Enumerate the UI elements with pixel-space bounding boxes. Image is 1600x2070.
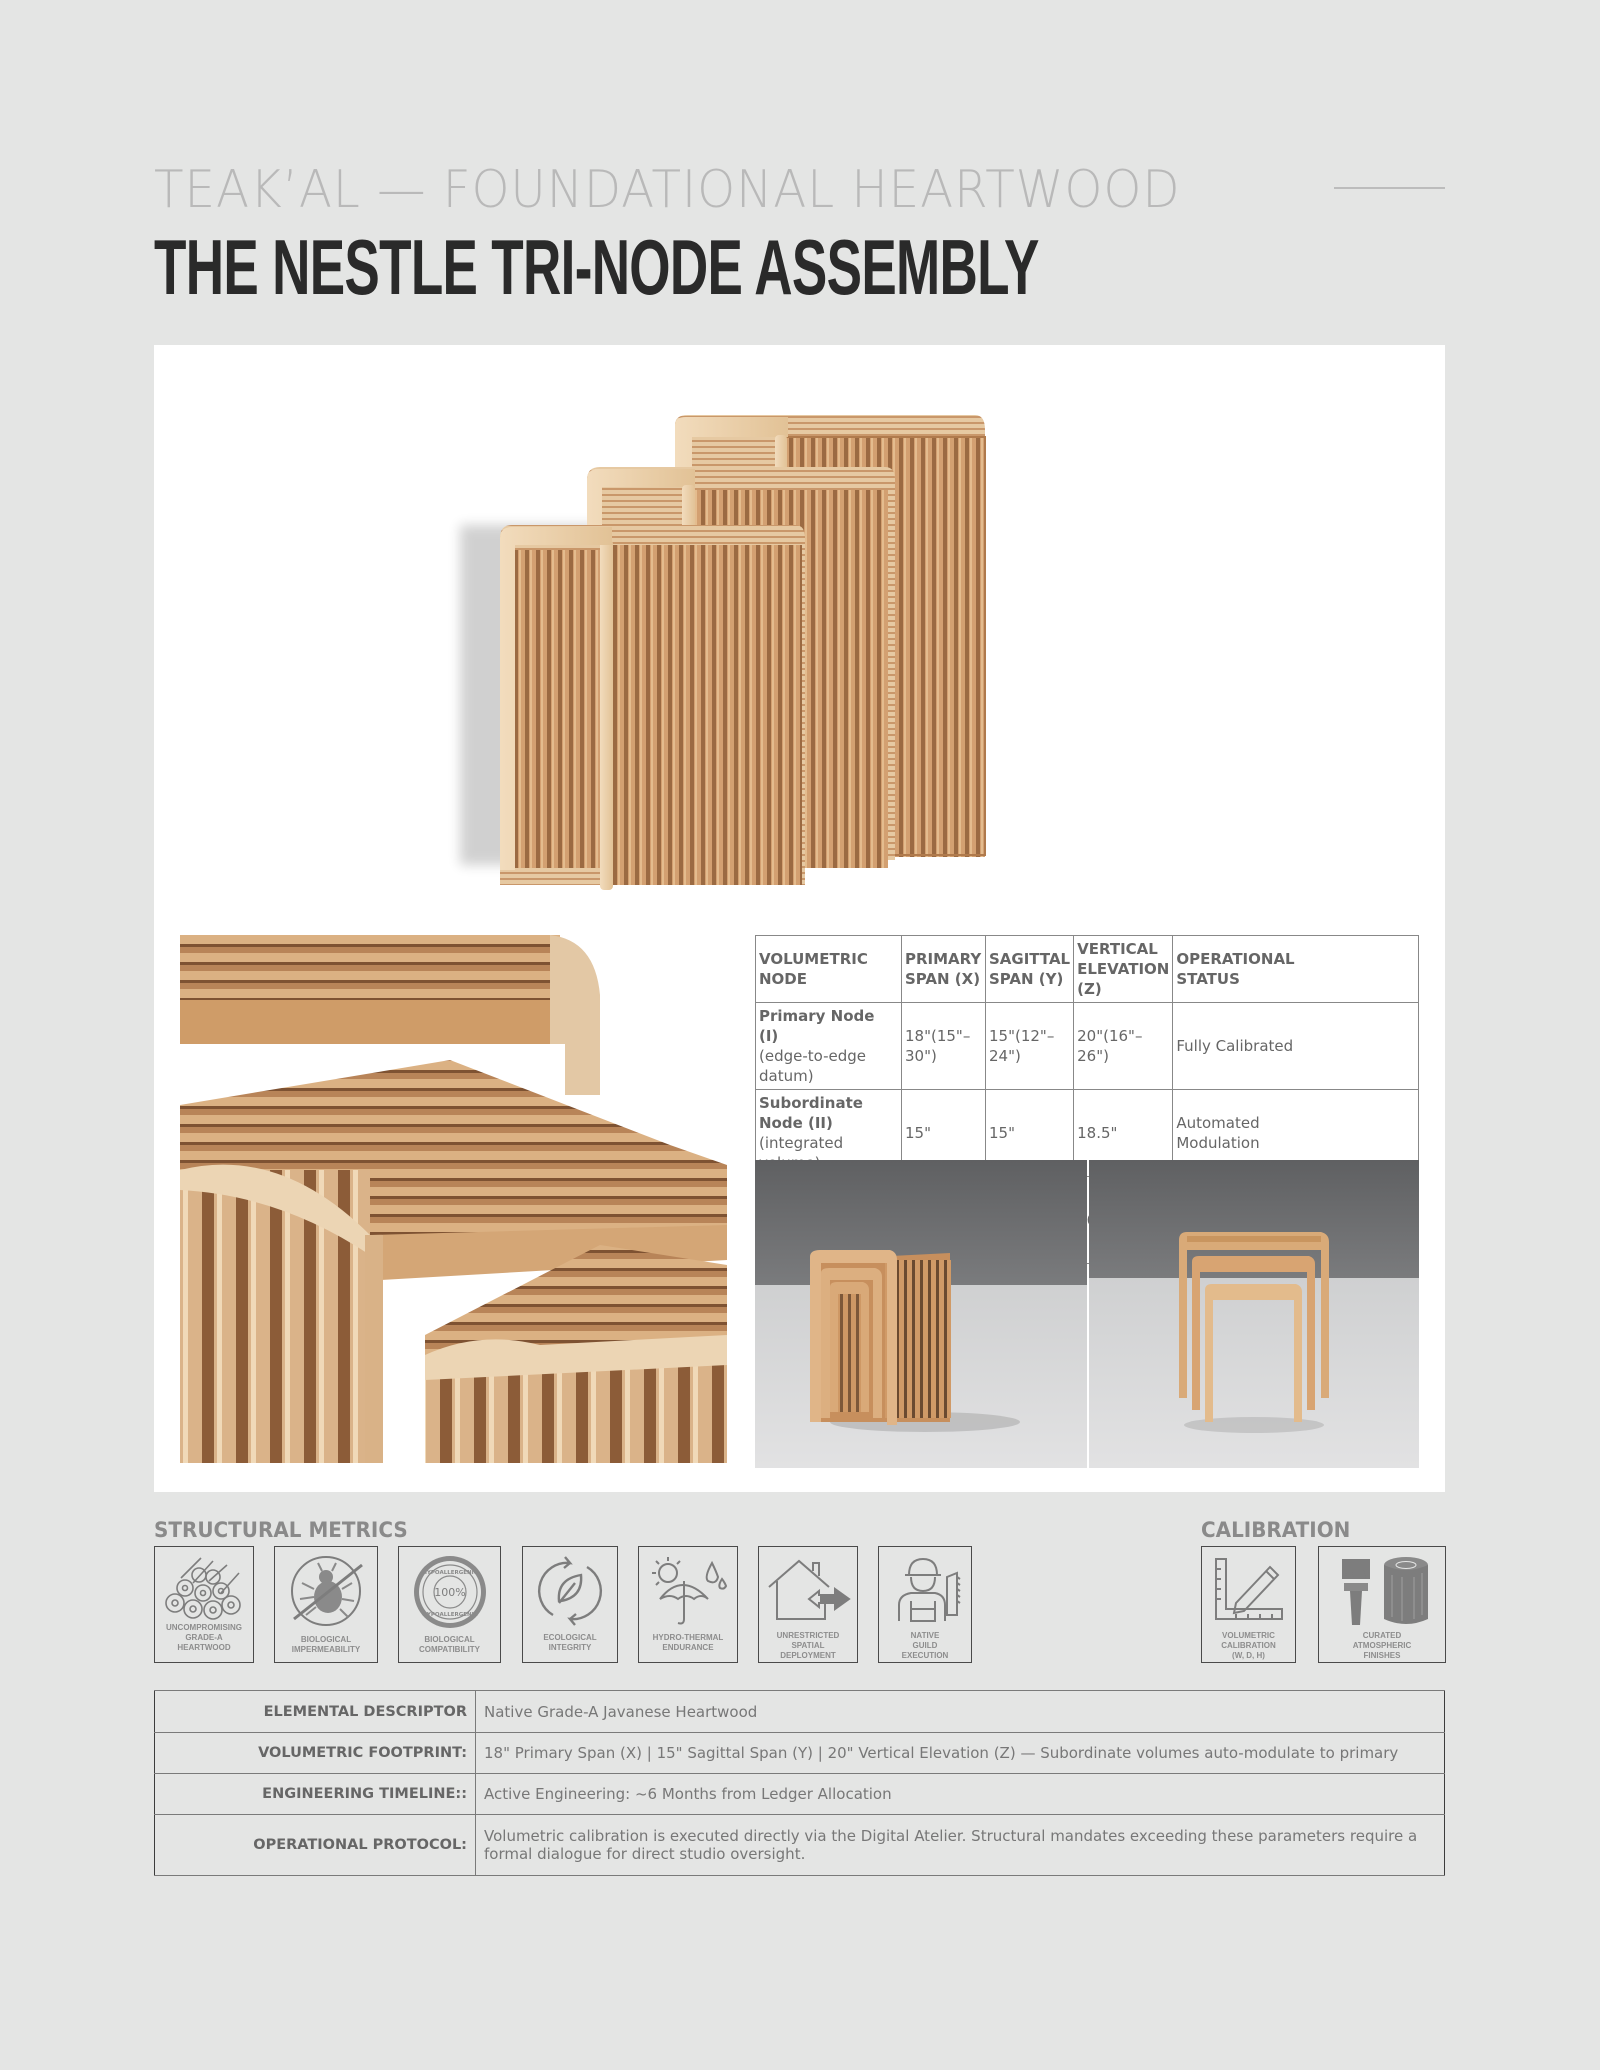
teak-slat-closeup-icon (180, 935, 727, 1463)
table-row (756, 1003, 1419, 1090)
fact-value: Native Grade-A Javanese Heartwood (476, 1691, 1445, 1733)
calibration-volumetric (1201, 1546, 1296, 1663)
header-kicker (154, 160, 1258, 220)
spec-header-row (756, 936, 1419, 1003)
metric-label: BIOLOGICAL IMPERMEABILITY (291, 1635, 361, 1654)
craftsman-saw-icon (887, 1553, 963, 1625)
studio-photo-slatted-side-icon (755, 1160, 1087, 1468)
metric-label: NATIVE GUILD EXECUTION (901, 1631, 949, 1660)
metric-grade-a-heartwood (154, 1546, 254, 1663)
metric-hydro-thermal-endurance (638, 1546, 738, 1663)
col-header-operational-status: OPERATIONAL STATUS (1173, 936, 1419, 1003)
log-pile-icon (161, 1553, 247, 1623)
cell-vertical-elevation: 20"(16"–26") (1074, 1003, 1173, 1090)
fact-key: ENGINEERING TIMELINE:: (155, 1774, 476, 1815)
recycle-leaf-icon (535, 1553, 605, 1629)
metric-label: UNRESTRICTED SPATIAL DEPLOYMENT (776, 1631, 840, 1660)
cell-primary-span: 18"(15"–30") (902, 1003, 986, 1090)
structural-metrics-heading: STRUCTURAL METRICS (154, 1518, 408, 1542)
cell-node: Primary Node (I) (edge-to-edge datum) (756, 1003, 902, 1090)
metric-label: BIOLOGICAL COMPATIBILITY (418, 1635, 481, 1654)
brush-wood-icon (1326, 1553, 1438, 1629)
no-bug-icon (286, 1553, 366, 1629)
col-header-sagittal-span: SAGITTAL SPAN (Y) (986, 936, 1074, 1003)
sun-umbrella-rain-icon (646, 1553, 730, 1629)
cell-status: Automated Modulation (1173, 1090, 1419, 1177)
nested-teak-slat-tables-icon (430, 395, 1130, 900)
metric-biological-compatibility (398, 1546, 501, 1663)
fact-value: Volumetric calibration is executed directly via the Digital Atelier. Structural mandates exceeding these parameters require a formal dialogue for direct studio oversight. (476, 1815, 1445, 1876)
ruler-pencil-icon (1210, 1553, 1288, 1629)
studio-photo-front-view-icon (1089, 1160, 1419, 1468)
seal-value: 100% (433, 1586, 466, 1599)
cell-status: Fully Calibrated (1173, 1003, 1419, 1090)
fact-value: Active Engineering: ~6 Months from Ledger Allocation (476, 1774, 1445, 1815)
fact-key: ELEMENTAL DESCRIPTOR (155, 1691, 476, 1733)
cell-primary-span: 15" (902, 1090, 986, 1177)
col-header-vertical-elevation: VERTICAL ELEVATION (Z) (1074, 936, 1173, 1003)
col-header-primary-span: PRIMARY SPAN (X) (902, 936, 986, 1003)
table-row (155, 1733, 1445, 1774)
fact-key: VOLUMETRIC FOOTPRINT: (155, 1733, 476, 1774)
table-row (155, 1691, 1445, 1733)
calibration-label: CURATED ATMOSPHERIC FINISHES (1352, 1631, 1412, 1660)
brand-kicker: TEAK’AL — FOUNDATIONAL HEARTWOOD (154, 160, 1181, 220)
table-row (155, 1815, 1445, 1876)
house-arrows-icon (763, 1553, 853, 1625)
kicker-rule-divider (1334, 187, 1445, 189)
calibration-label: VOLUMETRIC CALIBRATION (W, D, H) (1221, 1631, 1276, 1660)
cell-node: Subordinate Node (II) (integrated (756, 1090, 902, 1177)
metric-label: UNCOMPROMISING GRADE-A HEARTWOOD (166, 1623, 242, 1652)
table-row (155, 1774, 1445, 1815)
seal-text-top: HYPOALLERGENIC (421, 1570, 478, 1576)
fact-key: OPERATIONAL PROTOCOL: (155, 1815, 476, 1876)
metric-native-guild-execution (878, 1546, 972, 1663)
calibration-atmospheric-finishes (1318, 1546, 1446, 1663)
fact-value: 18" Primary Span (X) | 15" Sagittal Span (Y) | 20" Vertical Elevation (Z) — Subordinate volumes auto-modulate to primary (476, 1733, 1445, 1774)
hypoallergenic-seal-icon (409, 1553, 491, 1631)
product-facts-table (154, 1690, 1445, 1876)
cell-sagittal-span: 15"(12"–24") (986, 1003, 1074, 1090)
table-small (500, 525, 805, 890)
calibration-heading: CALIBRATION (1201, 1518, 1351, 1542)
cell-vertical-elevation: 18.5" (1074, 1090, 1173, 1177)
metric-label: HYDRO-THERMAL ENDURANCE (652, 1633, 724, 1652)
cell-sagittal-span: 15" (986, 1090, 1074, 1177)
seal-text-bottom: HYPOALLERGENIC (421, 1612, 478, 1618)
page-title: THE NESTLE TRI-NODE ASSEMBLY (154, 223, 1039, 311)
metric-unrestricted-spatial-deployment (758, 1546, 858, 1663)
col-header-node: VOLUMETRIC NODE (756, 936, 902, 1003)
metric-biological-impermeability (274, 1546, 378, 1663)
metric-ecological-integrity (522, 1546, 618, 1663)
metric-label: ECOLOGICAL INTEGRITY (543, 1633, 597, 1652)
